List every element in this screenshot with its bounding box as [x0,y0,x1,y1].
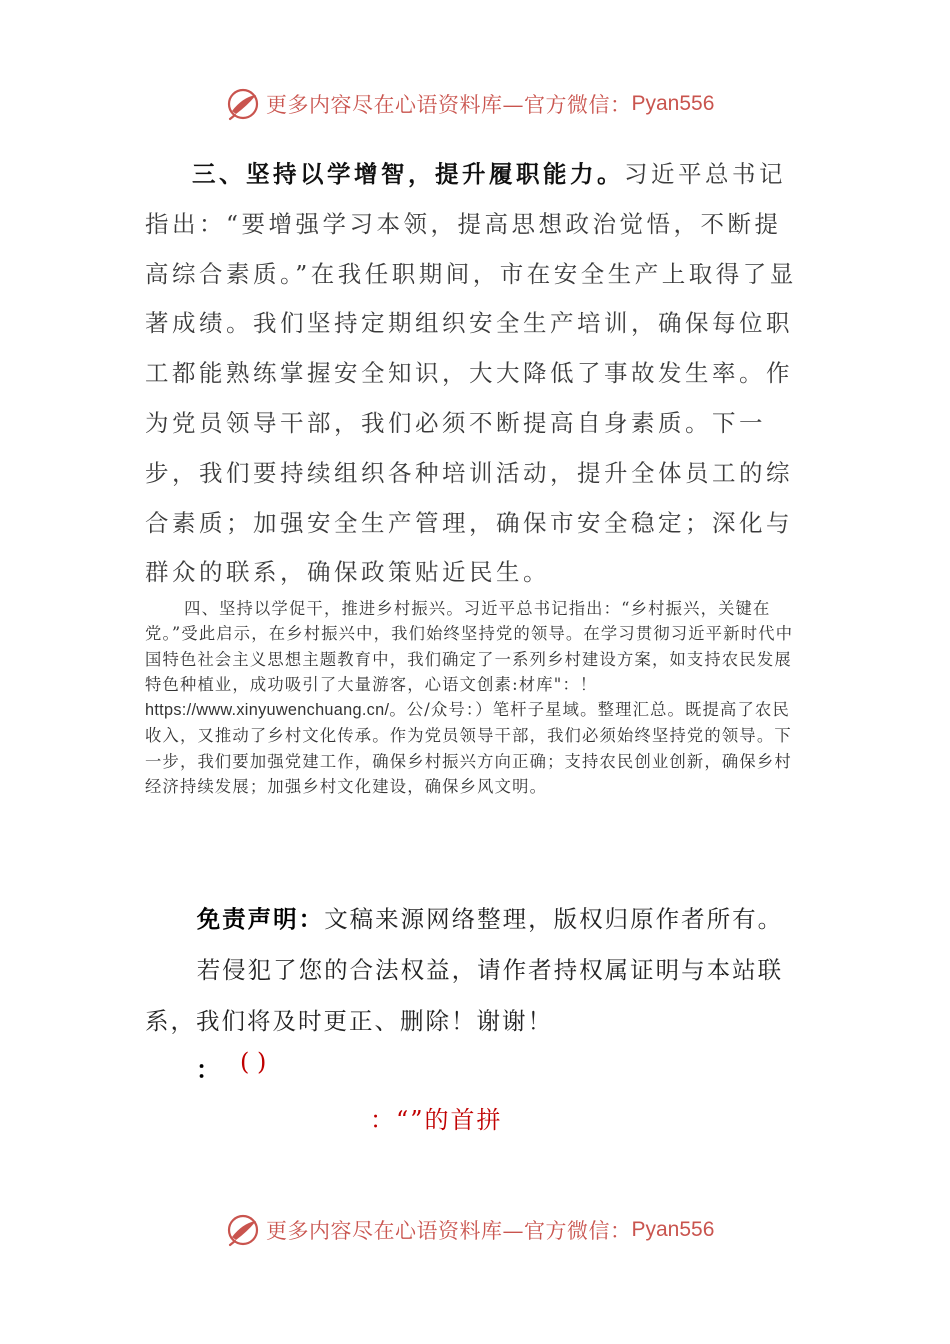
watermark-wechat-id: Pyan556 [631,1218,715,1241]
disclaimer-line-1 [145,894,815,945]
section-4-text-part1: 四、坚持以学促干，推进乡村振兴。习近平总书记指出：“乡村振兴，关键在党。”受此启示，在乡村振兴中，我们始终坚持党的领导。在学习贯彻习近平新时代中国特色社会主义思想主题教育中，我们确定了一系列乡村建设方案，如支持农民发展特色种植业，成功吸引了大量游客，心语文创素:材库"：！ [145,599,794,694]
pen-nib-logo-icon [226,1213,260,1247]
section-4 [145,596,807,799]
section-4-text-part2: 。公/众号：）笔杆子星域。整理汇总。既提高了农民收入，又推动了乡村文化传承。作为党员领导干部，我们必须始终坚持党的领导。下一步，我们要加强党建工作，确保乡村振兴方向正确；支持农民创业创新，确保乡村经济持续发展；加强乡村文化建设，确保乡风文明。 [145,700,792,797]
disclaimer-text-1: 文稿来源网络整理，版权归原作者所有。 [324,905,784,933]
footer-watermark [226,1210,714,1250]
footer-quote-line: ：“”的首拼 [370,1106,503,1134]
header-watermark [226,84,714,124]
disclaimer [145,894,815,1047]
footer-paren: ( ) [240,1048,267,1076]
section-3 [145,150,805,598]
watermark-wechat-id: Pyan556 [631,92,715,115]
watermark-text: 更多内容尽在心语资料库—官方微信： [266,93,632,117]
section-3-heading: 三、坚持以学增智，提升履职能力。 [192,160,624,188]
section-4-paragraph [145,596,807,799]
footer-colon: ： [196,1055,220,1084]
pen-nib-logo-icon [226,87,260,121]
watermark-text: 更多内容尽在心语资料库—官方微信： [266,1219,632,1243]
website-link[interactable]: https://www.xinyuwenchuang.cn/ [145,701,390,720]
section-3-paragraph [145,150,805,598]
disclaimer-line-2: 若侵犯了您的合法权益，请作者持权属证明与本站联系，我们将及时更正、删除！谢谢！ [145,956,784,1035]
section-3-body: 习近平总书记指出：“要增强学习本领，提高思想政治觉悟，不断提高综合素质。”在我任职期间，市在安全生产上取得了显著成绩。我们坚持定期组织安全生产培训，确保每位职工都能熟练掌握安全知识，大大降低了事故发生率。作为党员领导干部，我们必须不断提高自身素质。下一步，我们要持续组织各种培训活动，提升全体员工的综合素质；加强安全生产管理，确保市安全稳定；深化与群众的联系，确保政策贴近民生。 [145,160,797,587]
disclaimer-label: 免责声明： [196,905,325,933]
